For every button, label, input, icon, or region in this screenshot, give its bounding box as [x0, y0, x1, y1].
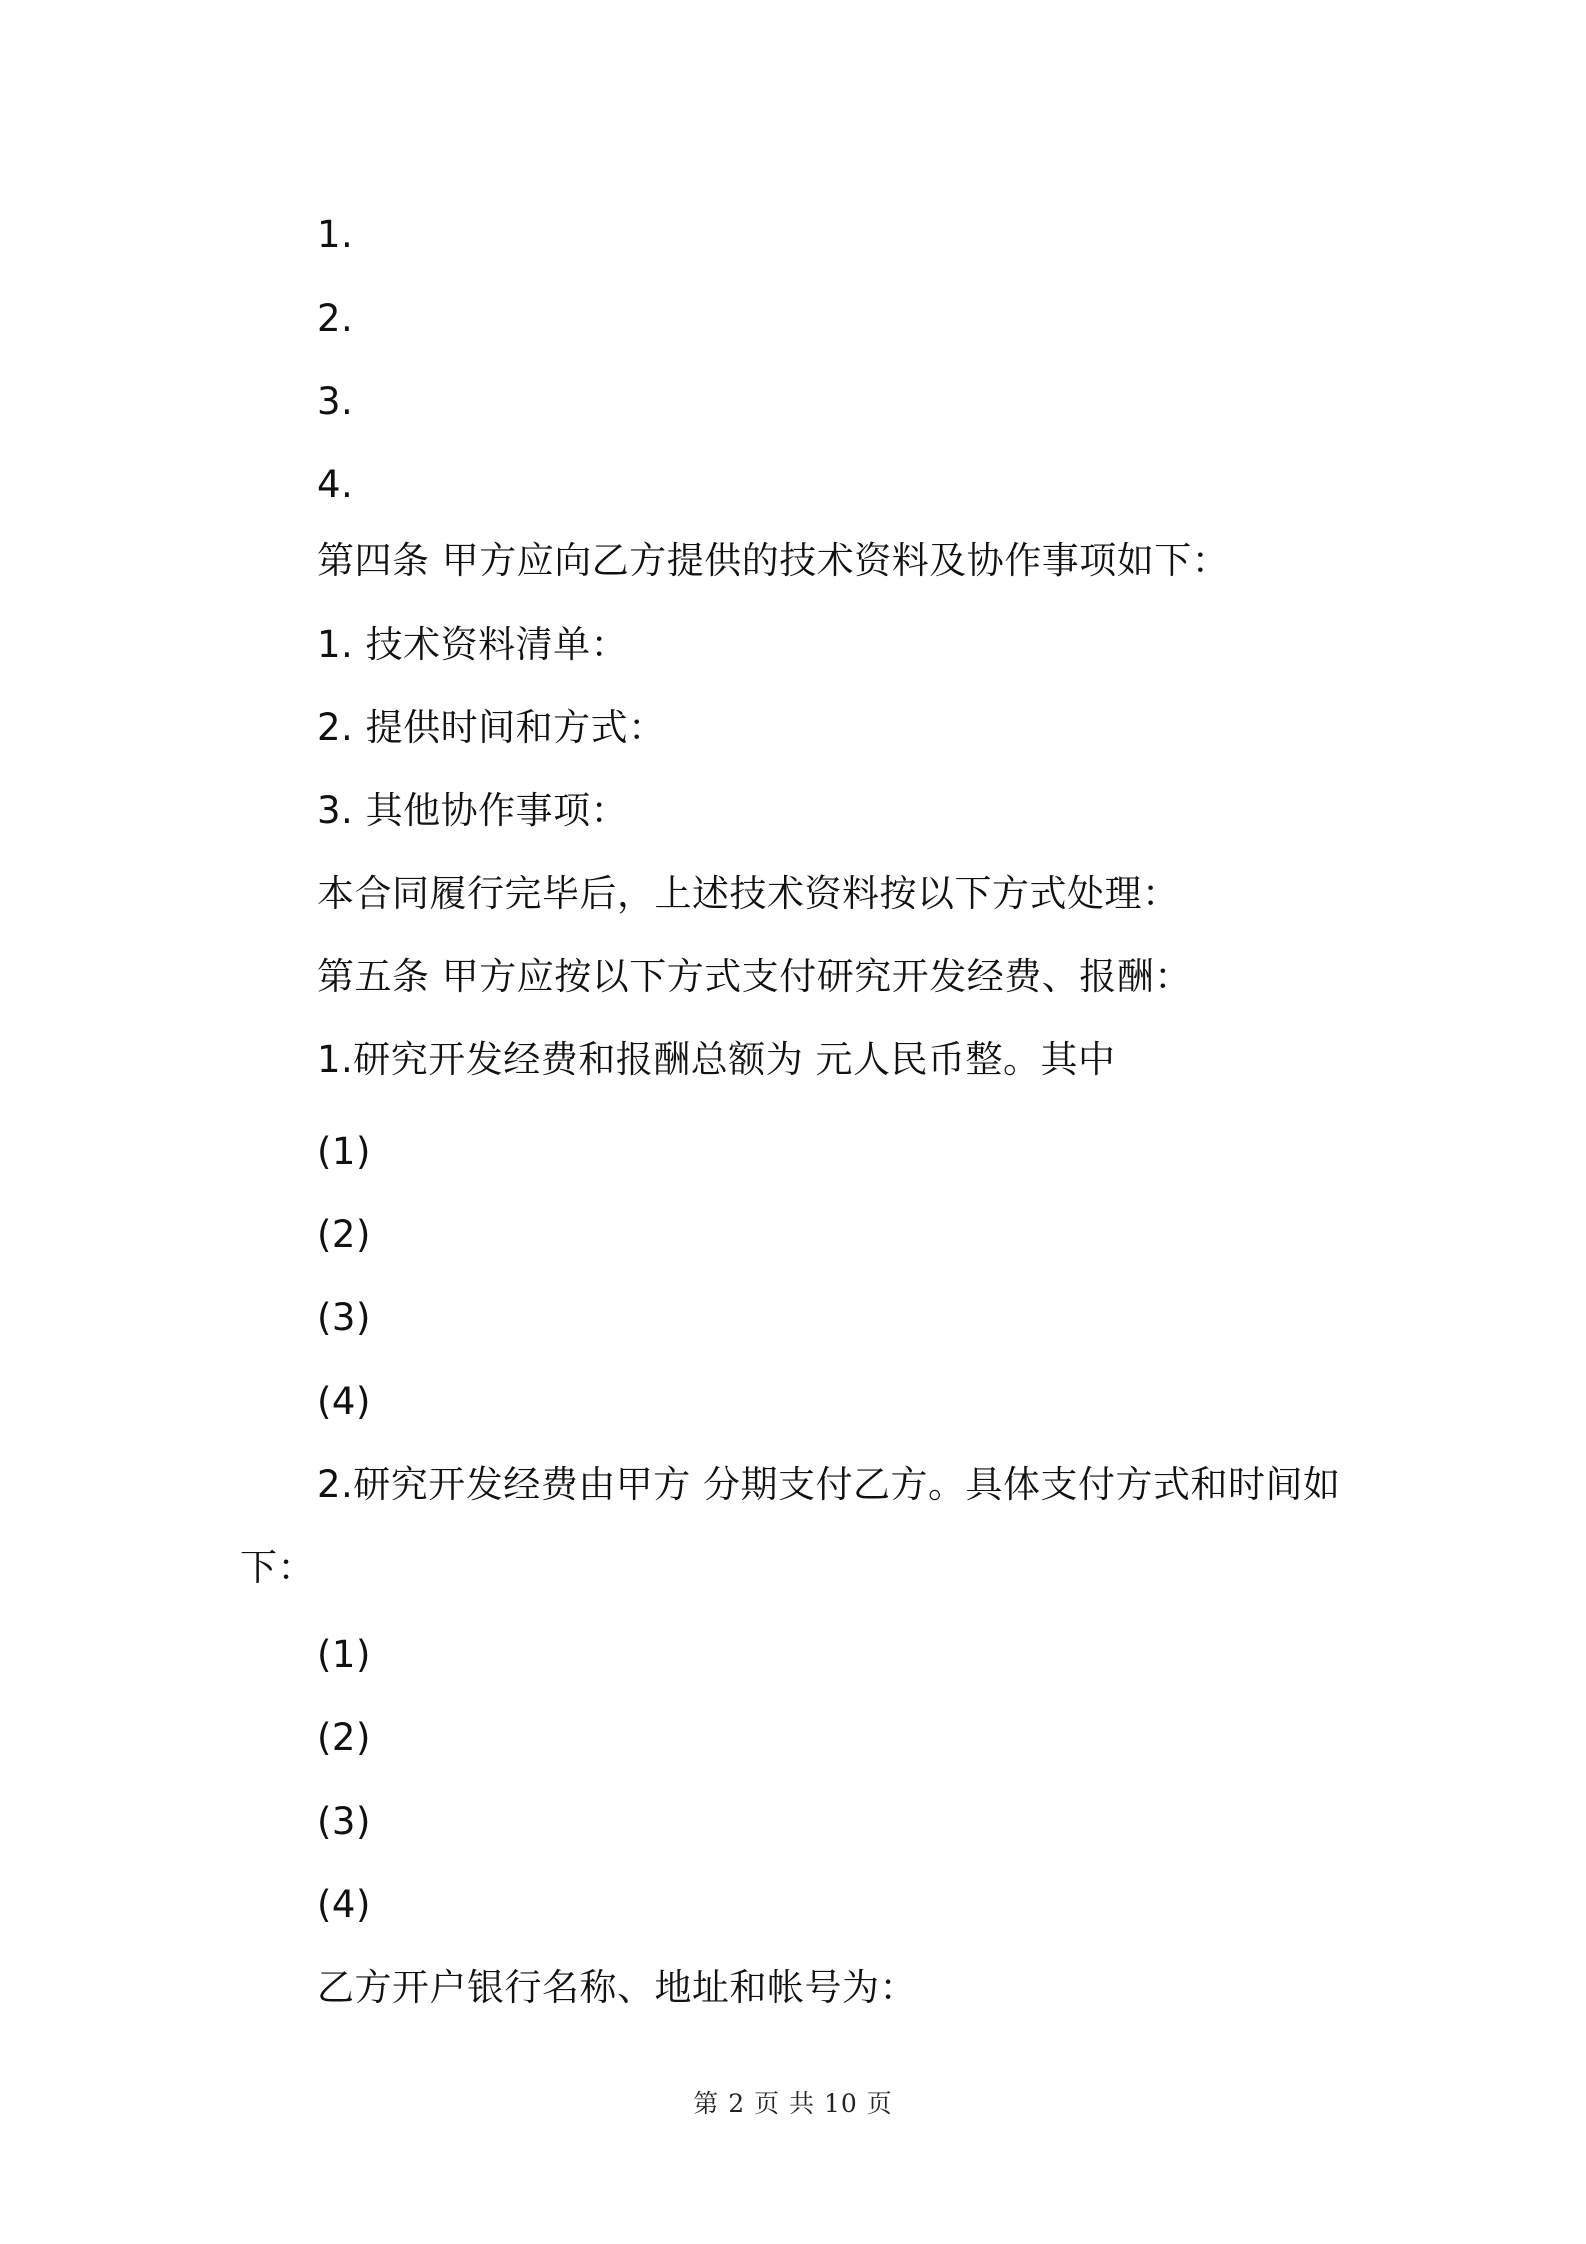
- list-item: 2. 提供时间和方式：: [317, 706, 666, 749]
- article-heading: 第四条 甲方应向乙方提供的技术资料及协作事项如下：: [317, 539, 1230, 582]
- paragraph: 乙方开户银行名称、地址和帐号为：: [317, 1966, 917, 2009]
- list-item: (3): [317, 1296, 371, 1339]
- list-item: (1): [317, 1633, 371, 1676]
- list-item: (4): [317, 1380, 371, 1423]
- page-number-footer: 第 2 页 共 10 页: [693, 2089, 893, 2118]
- list-item: 1.: [317, 213, 354, 256]
- list-item: 1. 技术资料清单：: [317, 623, 629, 666]
- paragraph-continuation: 下：: [240, 1546, 315, 1589]
- list-item: (3): [317, 1800, 371, 1843]
- list-item: (2): [317, 1213, 371, 1256]
- list-item: 3.: [317, 380, 354, 423]
- list-item: (2): [317, 1716, 371, 1759]
- list-item: 3. 其他协作事项：: [317, 789, 629, 832]
- paragraph: 1.研究开发经费和报酬总额为 元人民币整。其中: [317, 1038, 1116, 1081]
- paragraph: 2.研究开发经费由甲方 分期支付乙方。具体支付方式和时间如: [317, 1463, 1341, 1506]
- list-item: (4): [317, 1883, 371, 1926]
- list-item: (1): [317, 1130, 371, 1173]
- list-item: 4.: [317, 463, 354, 506]
- article-heading: 第五条 甲方应按以下方式支付研究开发经费、报酬：: [317, 955, 1192, 998]
- list-item: 2.: [317, 297, 354, 340]
- paragraph: 本合同履行完毕后，上述技术资料按以下方式处理：: [317, 872, 1180, 915]
